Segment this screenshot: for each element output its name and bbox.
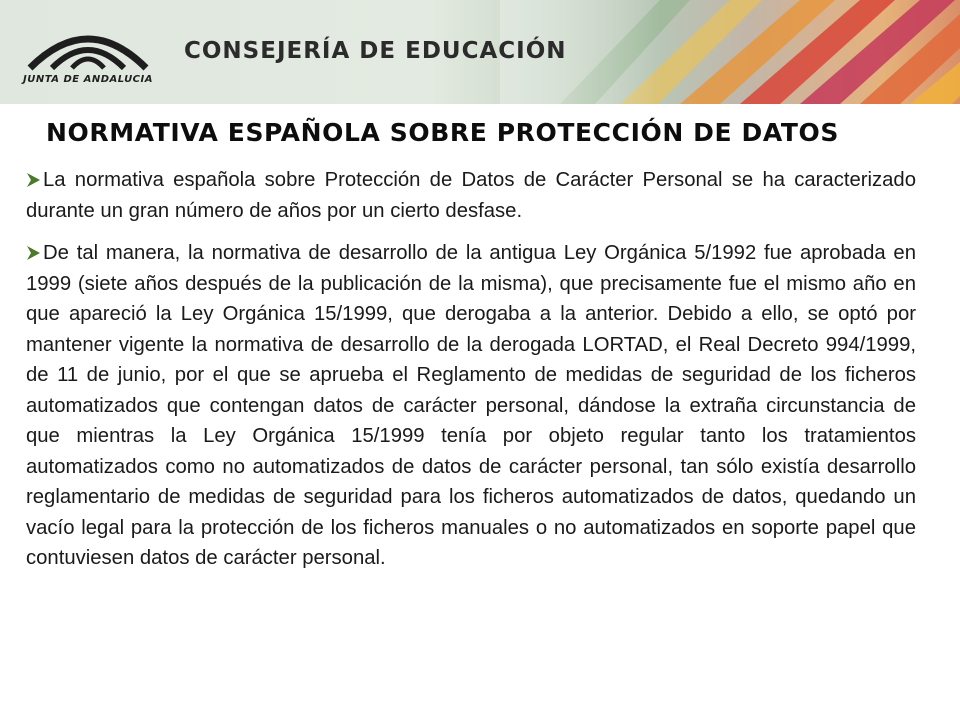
arrow-bullet-icon [26,172,41,188]
header-banner [0,0,960,104]
logo-caption: JUNTA DE ANDALUCIA [23,74,153,85]
junta-de-andalucia-arches-icon [22,18,154,74]
slide-body [26,165,916,586]
department-name: CONSEJERÍA DE EDUCACIÓN [184,38,567,64]
junta-de-andalucia-logo [22,18,154,96]
paragraph-2 [26,238,916,574]
paragraph-1 [26,165,916,226]
page-title: NORMATIVA ESPAÑOLA SOBRE PROTECCIÓN DE DATOS [46,118,839,147]
paragraph-1-text: La normativa española sobre Protección de Datos de Carácter Personal se ha caracterizado durante un gran número de años por un cierto desfase. [26,169,916,222]
arrow-bullet-icon [26,245,41,261]
crayons-image [500,0,960,104]
paragraph-2-text: De tal manera, la normativa de desarrollo de la antigua Ley Orgánica 5/1992 fue aprobada en 1999 (siete años después de la publicación de la misma), que precisamente fue el mismo año en que apareció la Ley Orgánica 15/1999, que derogaba a la anterior. Debido a ello, se optó por mantener vigente la normativa de desarrollo de la derogada LORTAD, el Real Decreto 994/1999, de 11 de junio, por el que se aprueba el Reglamento de medidas de seguridad de los ficheros automatizados que contengan datos de carácter personal, dándose la extraña circunstancia de que mientras la Ley Orgánica 15/1999 tenía por objeto regular tanto los tratamientos automatizados como no automatizados de datos de carácter personal, tan sólo existía desarrollo reglamentario de medidas de seguridad para los ficheros automatizados de datos, quedando un vacío legal para la protección de los ficheros manuales o no automatizados en soporte papel que contuviesen datos de carácter personal. [26,242,916,569]
